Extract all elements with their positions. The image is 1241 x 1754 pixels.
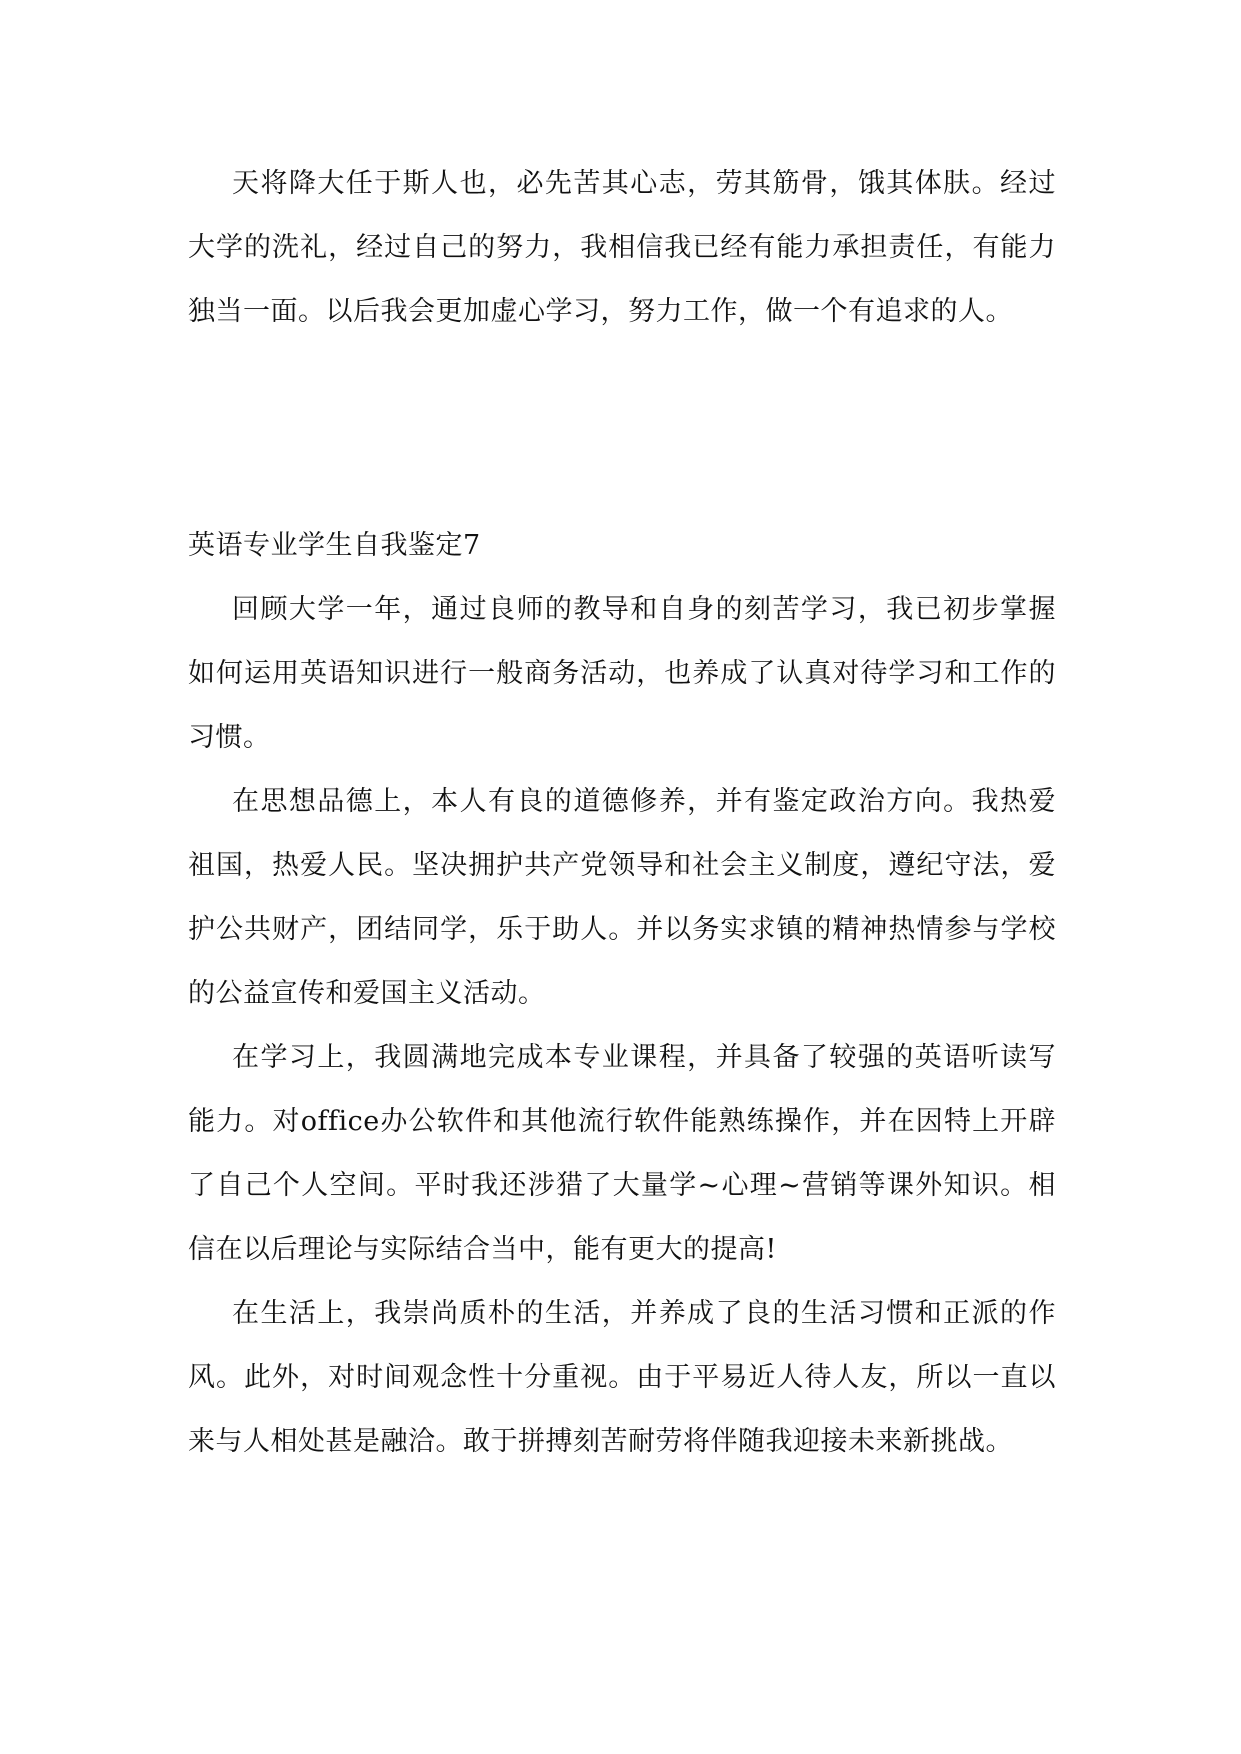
document-body	[188, 152, 1056, 1474]
paragraph-study: 在学习上，我圆满地完成本专业课程，并具备了较强的英语听读写能力。对office办公软件和其他流行软件能熟练操作，并在因特上开辟了自己个人空间。平时我还涉猎了大量学~心理~营销等课外知识。相信在以后理论与实际结合当中，能有更大的提高!	[188, 1042, 1056, 1265]
section-title: 英语专业学生自我鉴定7	[188, 530, 481, 561]
section-gap	[188, 344, 1056, 514]
intro-paragraph: 天将降大任于斯人也，必先苦其心志，劳其筋骨，饿其体肤。经过大学的洗礼，经过自己的努力，我相信我已经有能力承担责任，有能力独当一面。以后我会更加虚心学习，努力工作，做一个有追求的人。	[188, 168, 1056, 327]
paragraph-morality: 在思想品德上，本人有良的道德修养，并有鉴定政治方向。我热爱祖国，热爱人民。坚决拥护共产党领导和社会主义制度，遵纪守法，爱护公共财产，团结同学，乐于助人。并以务实求镇的精神热情参与学校的公益宣传和爱国主义活动。	[188, 786, 1056, 1009]
paragraph-life: 在生活上，我崇尚质朴的生活，并养成了良的生活习惯和正派的作风。此外，对时间观念性十分重视。由于平易近人待人友，所以一直以来与人相处甚是融洽。敢于拼搏刻苦耐劳将伴随我迎接未来新挑战。	[188, 1298, 1056, 1457]
paragraph-review: 回顾大学一年，通过良师的教导和自身的刻苦学习，我已初步掌握如何运用英语知识进行一般商务活动，也养成了认真对待学习和工作的习惯。	[188, 594, 1056, 753]
